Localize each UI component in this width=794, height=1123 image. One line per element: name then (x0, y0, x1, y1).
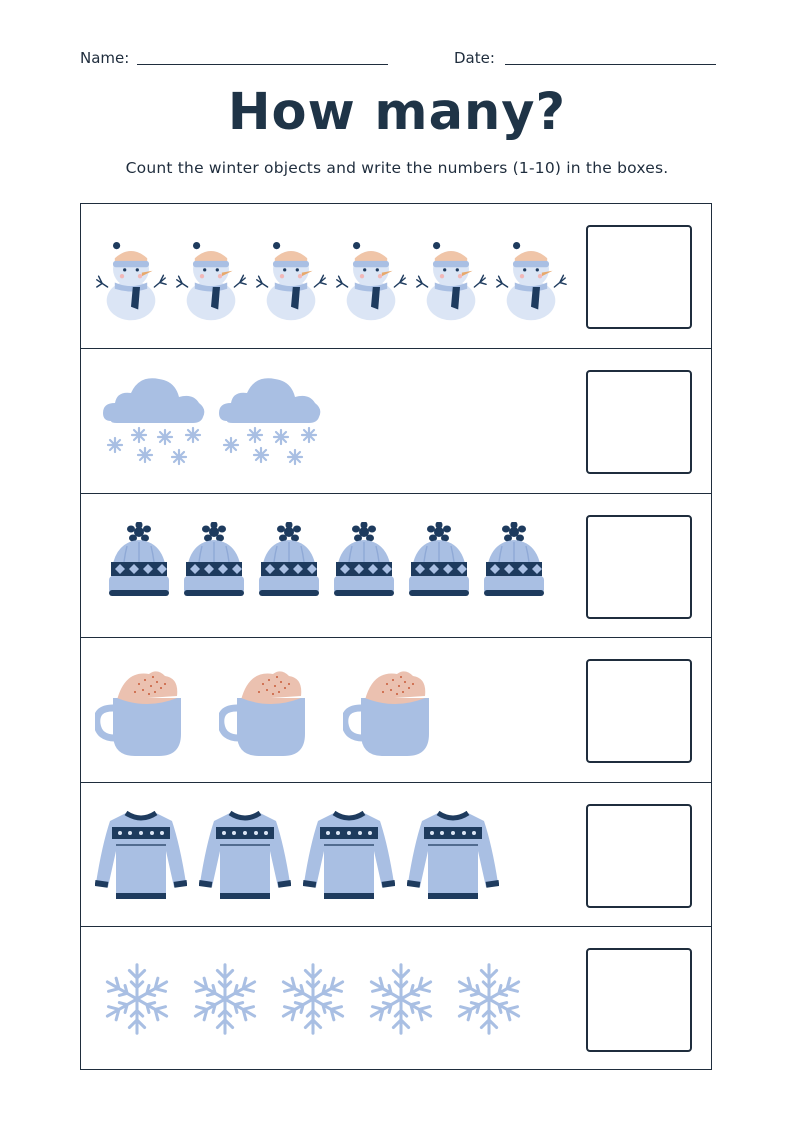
beanie-icon (182, 522, 246, 602)
beanie-icon (407, 522, 471, 602)
snowman-icon (495, 230, 567, 326)
date-label: Date: (454, 49, 495, 67)
row-snowflakes (81, 926, 711, 1071)
sweater-icon (407, 805, 499, 905)
cocoa-mug-icon (95, 664, 199, 764)
beanie-icon (332, 522, 396, 602)
instructions: Count the winter objects and write the numbers (1-10) in the boxes. (125, 159, 669, 177)
answer-box-sweaters[interactable] (586, 804, 692, 908)
row-clouds (81, 348, 711, 493)
beanie-icon (482, 522, 546, 602)
snowman-icon (255, 230, 327, 326)
date-input-line[interactable] (505, 64, 716, 65)
page-title: How many? (227, 83, 567, 142)
snowman-icon (335, 230, 407, 326)
beanie-icon (257, 522, 321, 602)
snowman-icon (95, 230, 167, 326)
beanie-icon (107, 522, 171, 602)
snowman-icon (415, 230, 487, 326)
sweater-icon (303, 805, 395, 905)
answer-box-beanies[interactable] (586, 515, 692, 619)
row-sweaters (81, 782, 711, 927)
sweater-icon (199, 805, 291, 905)
row-beanies (81, 493, 711, 638)
snow-cloud-icon (219, 369, 323, 469)
counting-table (80, 203, 712, 1070)
answer-box-mugs[interactable] (586, 659, 692, 763)
name-label: Name: (80, 49, 130, 67)
answer-box-snowflakes[interactable] (586, 948, 692, 1052)
name-input-line[interactable] (137, 64, 388, 65)
snowflake-icon (363, 959, 439, 1039)
snow-cloud-icon (103, 369, 207, 469)
snowman-icon (175, 230, 247, 326)
row-snowmen (81, 204, 711, 348)
cocoa-mug-icon (219, 664, 323, 764)
row-mugs (81, 637, 711, 782)
sweater-icon (95, 805, 187, 905)
snowflake-icon (275, 959, 351, 1039)
snowflake-icon (99, 959, 175, 1039)
answer-box-clouds[interactable] (586, 370, 692, 474)
snowflake-icon (451, 959, 527, 1039)
snowflake-icon (187, 959, 263, 1039)
answer-box-snowmen[interactable] (586, 225, 692, 329)
cocoa-mug-icon (343, 664, 447, 764)
